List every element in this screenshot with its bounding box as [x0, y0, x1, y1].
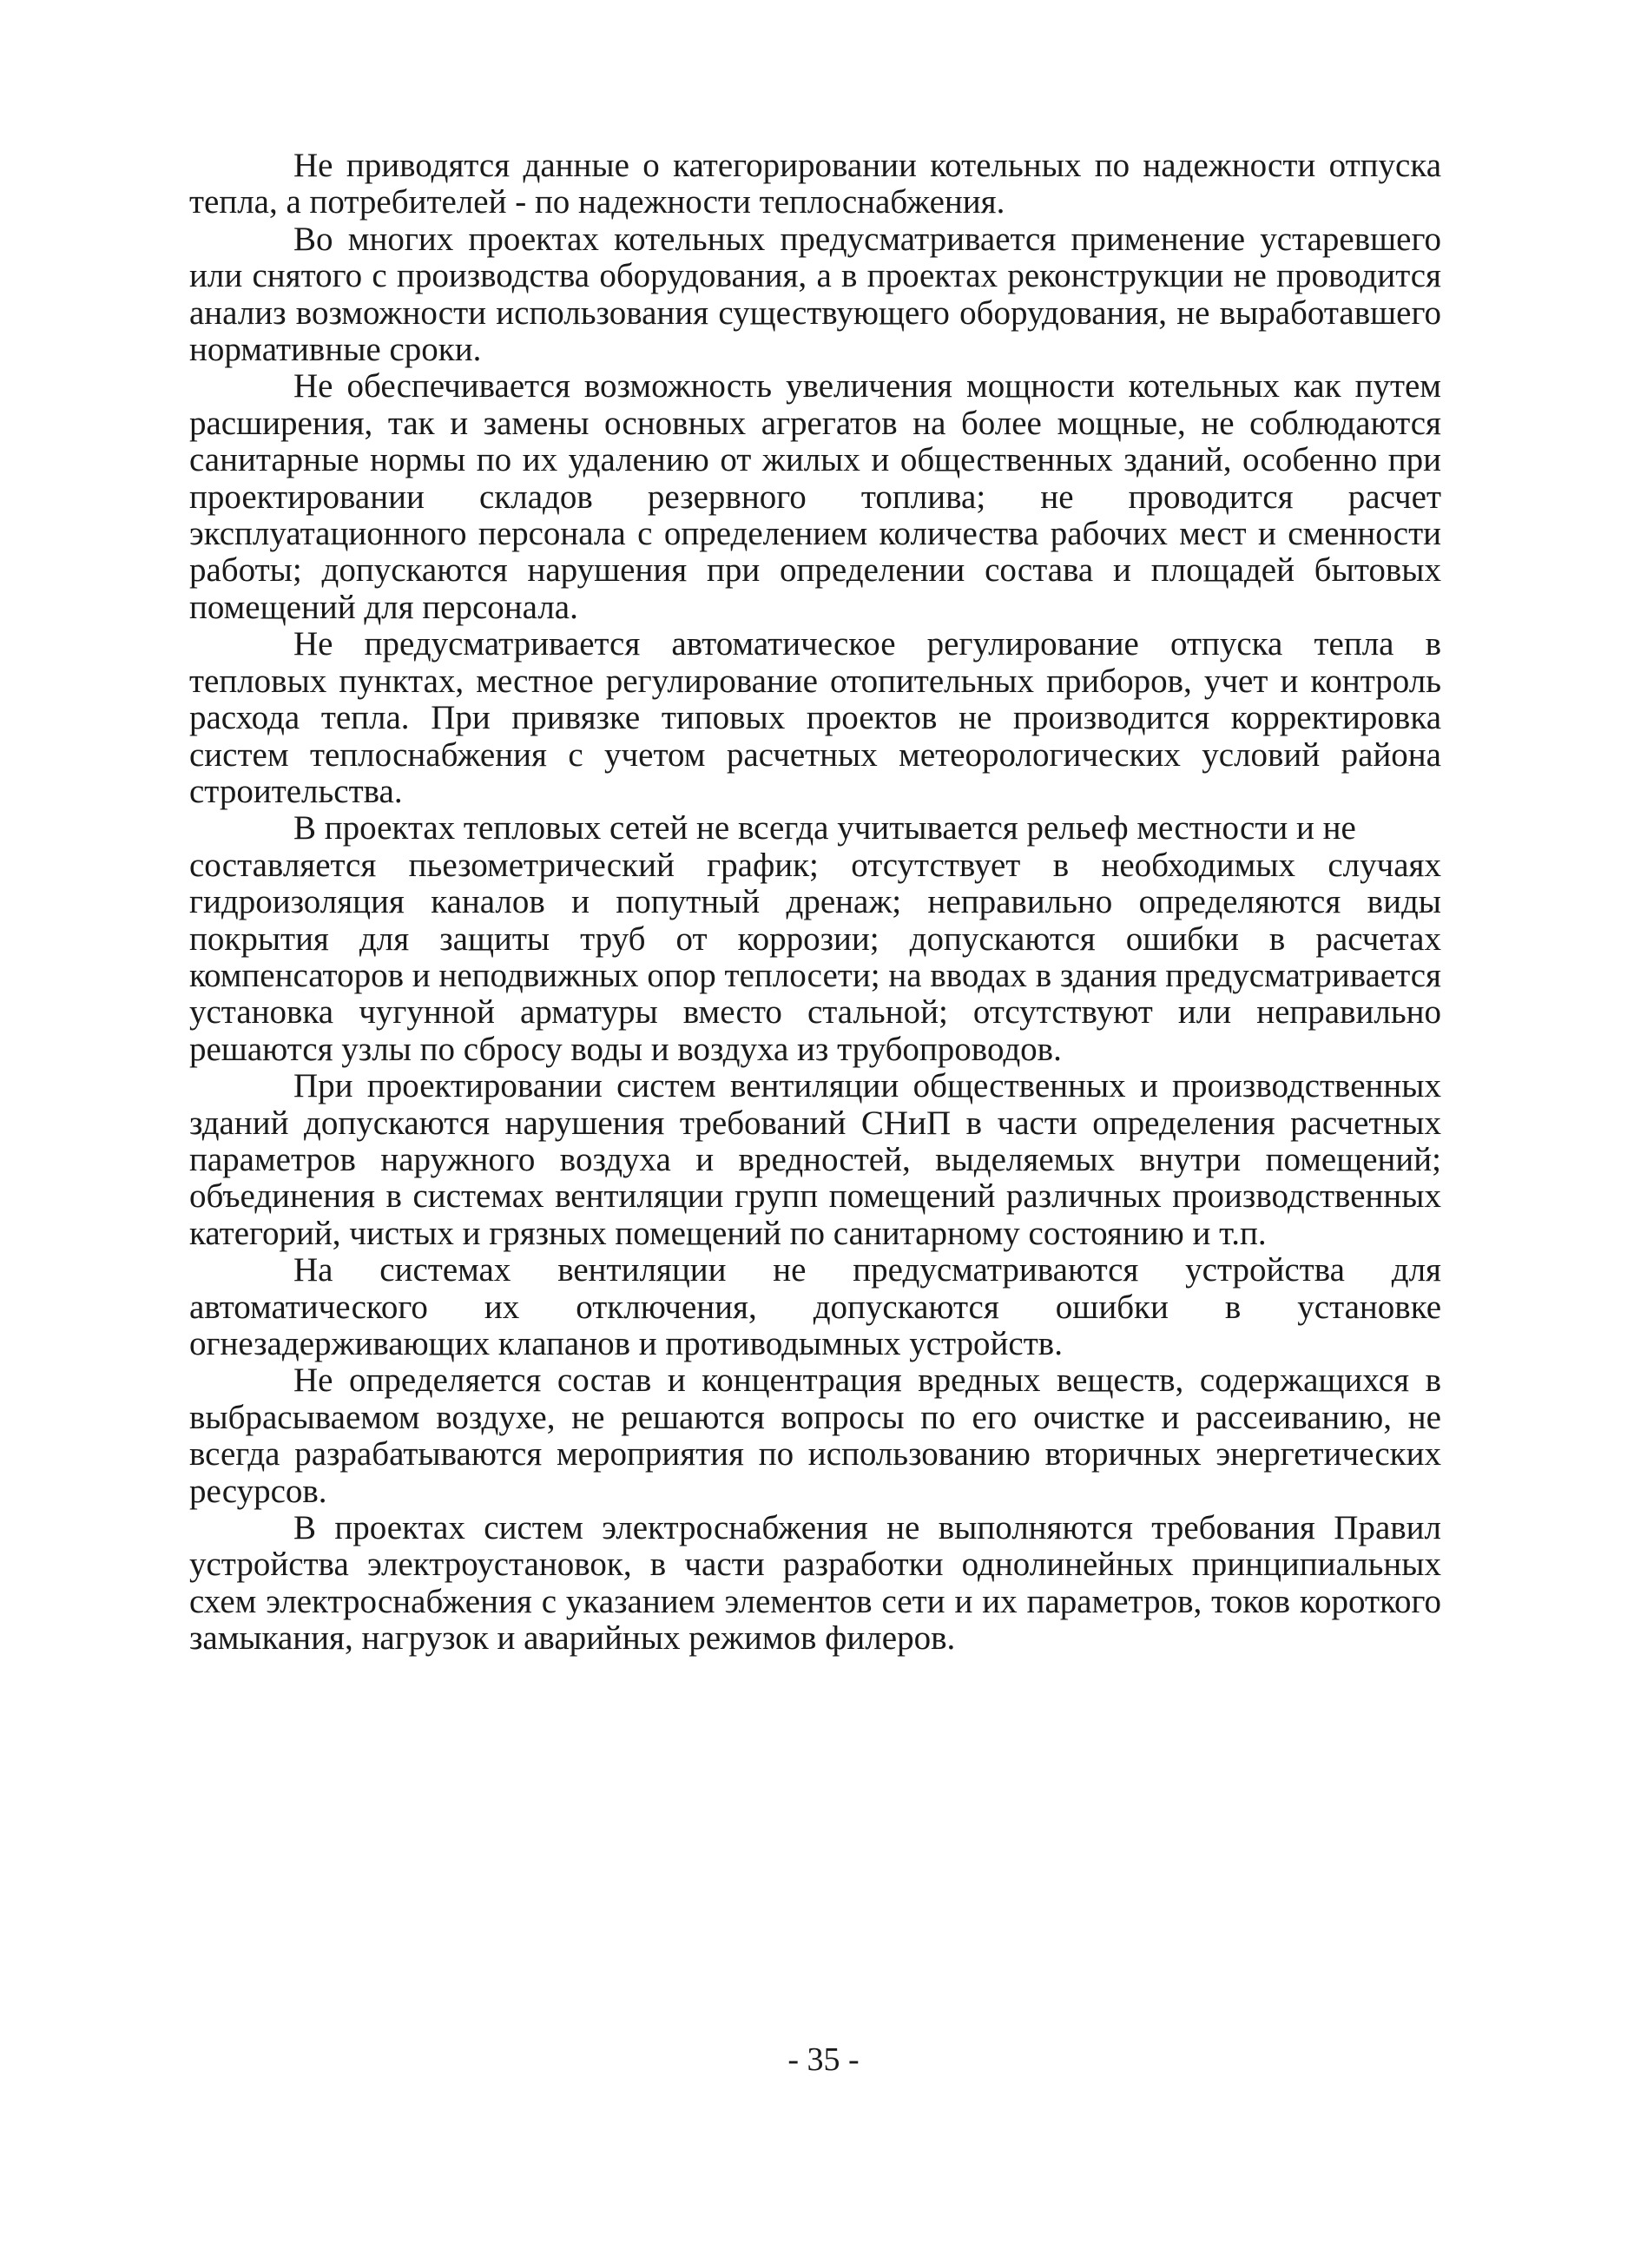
page-number: - 35 -	[787, 2041, 860, 2078]
paragraph-outdated-equipment: Во многих проектах котельных предусматривается применение устаревшего или снятого с производства оборудования, а в проектах реконструкции не проводится анализ возможности использования существующего оборудования, не выработавшего нормативные сроки.	[189, 220, 1441, 369]
paragraph-boiler-categorization: Не приводятся данные о категорировании котельных по надежности отпуска тепла, а потребителей - по надежности теплоснабжения.	[189, 147, 1441, 221]
paragraph-heat-networks-start: В проектах тепловых сетей не всегда учитывается рельеф местности и не	[293, 809, 1356, 847]
paragraph-heat-networks-continued: составляется пьезометрический график; отсутствует в необходимых случаях гидроизоляция каналов и попутный дренаж; неправильно определяются виды покрытия для защиты труб от коррозии; допускаются ошибки в расчетах компенсаторов и неподвижных опор теплосети; на вводах в здания предусматривается установка чугунной арматуры вместо стальной; отсутствуют или неправильно решаются узлы по сбросу воды и воздуха из трубопроводов.	[189, 846, 1441, 1068]
paragraph-ventilation-design: При проектировании систем вентиляции общественных и производственных зданий допускаются нарушения требований СНиП в части определения расчетных параметров наружного воздуха и вредностей, выделяемых внутри помещений; объединения в системах вентиляции групп помещений различных производственных категорий, чистых и грязных помещений по санитарному состоянию и т.п.	[189, 1067, 1441, 1252]
paragraph-power-supply: В проектах систем электроснабжения не выполняются требования Правил устройства электроустановок, в части разработки однолинейных принципиальных схем электроснабжения с указанием элементов сети и их параметров, токов короткого замыкания, нагрузок и аварийных режимов филеров.	[189, 1509, 1441, 1658]
paragraph-heat-regulation: Не предусматривается автоматическое регулирование отпуска тепла в тепловых пунктах, местное регулирование отопительных приборов, учет и контроль расхода тепла. При привязке типовых проектов не производится корректировка систем теплоснабжения с учетом расчетных метеорологических условий района строительства.	[189, 625, 1441, 810]
document-body	[189, 148, 1441, 1658]
paragraph-boiler-capacity: Не обеспечивается возможность увеличения мощности котельных как путем расширения, так и замены основных агрегатов на более мощные, не соблюдаются санитарные нормы по их удалению от жилых и общественных зданий, особенно при проектировании складов резервного топлива; не проводится расчет эксплуатационного персонала с определением количества рабочих мест и сменности работы; допускаются нарушения при определении состава и площадей бытовых помещений для персонала.	[189, 367, 1441, 626]
paragraph-ventilation-shutdown: На системах вентиляции не предусматриваются устройства для автоматического их отключения, допускаются ошибки в установке огнезадерживающих клапанов и противодымных устройств.	[189, 1251, 1441, 1362]
paragraph-harmful-substances: Не определяется состав и концентрация вредных веществ, содержащихся в выбрасываемом воздухе, не решаются вопросы по его очистке и рассеиванию, не всегда разрабатываются мероприятия по использованию вторичных энергетических ресурсов.	[189, 1361, 1441, 1510]
